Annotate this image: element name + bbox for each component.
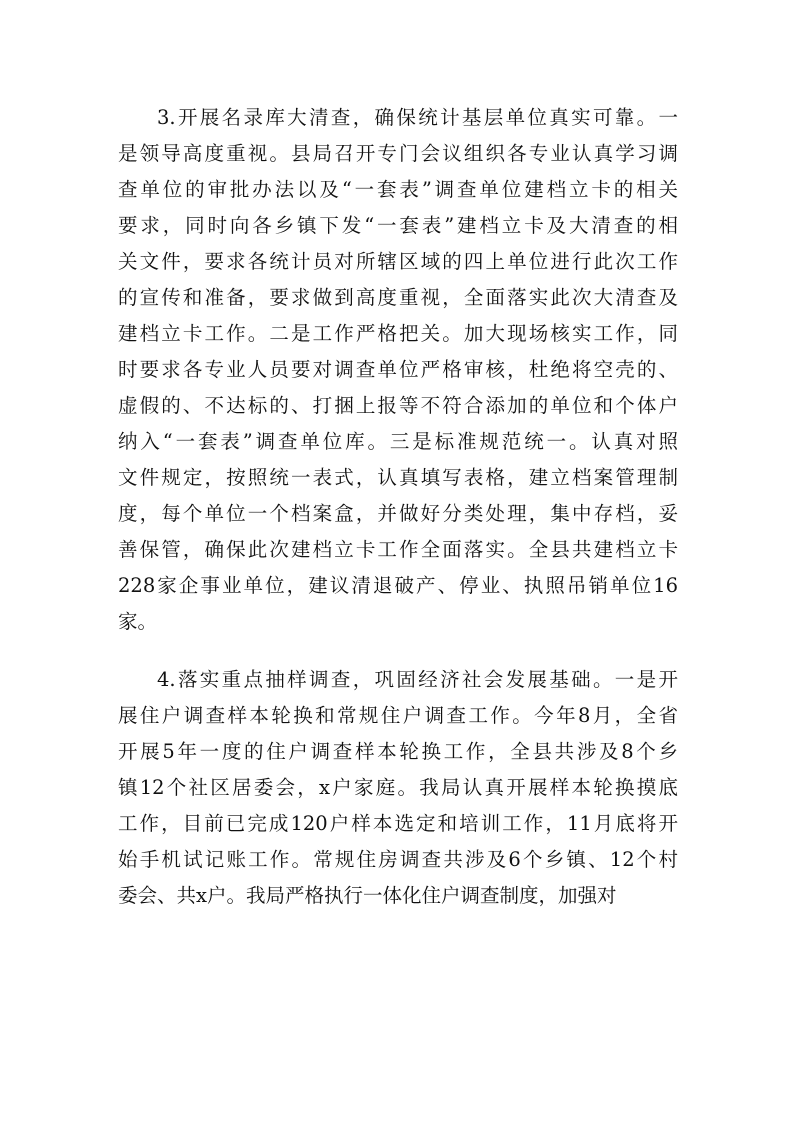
paragraph-line: 委会、共x户。我局严格执行一体化住户调查制度，加强对 bbox=[118, 884, 617, 907]
paragraph-line: 228家企事业单位，建议清退破产、停业、执照吊销单位16 bbox=[118, 574, 678, 597]
paragraph-line: 关文件，要求各统计员对所辖区域的四上单位进行此次工作 bbox=[118, 250, 678, 273]
paragraph-line: 纳入“一套表”调查单位库。三是标准规范统一。认真对照 bbox=[118, 430, 678, 453]
paragraph-line: 始手机试记账工作。常规住房调查共涉及6个乡镇、12个村 bbox=[118, 848, 678, 871]
paragraph-section-4 bbox=[118, 662, 678, 914]
document-body bbox=[118, 100, 678, 914]
paragraph-line: 镇12个社区居委会，x户家庭。我局认真开展样本轮换摸底 bbox=[118, 776, 678, 799]
paragraph-line: 善保管，确保此次建档立卡工作全面落实。全县共建档立卡 bbox=[118, 538, 678, 561]
paragraph-line: 的宣传和准备，要求做到高度重视，全面落实此次大清查及 bbox=[118, 286, 678, 309]
paragraph-line: 是领导高度重视。县局召开专门会议组织各专业认真学习调 bbox=[118, 142, 678, 165]
paragraph-line: 开展5年一度的住户调查样本轮换工作，全县共涉及8个乡 bbox=[118, 740, 678, 763]
paragraph-line: 展住户调查样本轮换和常规住户调查工作。今年8月，全省 bbox=[118, 704, 678, 727]
paragraph-line: 文件规定，按照统一表式，认真填写表格，建立档案管理制 bbox=[118, 466, 678, 489]
paragraph-line: 3.开展名录库大清查，确保统计基层单位真实可靠。一 bbox=[157, 106, 678, 129]
paragraph-line: 4.落实重点抽样调查，巩固经济社会发展基础。一是开 bbox=[157, 668, 678, 691]
paragraph-line: 时要求各专业人员要对调查单位严格审核，杜绝将空壳的、 bbox=[118, 358, 678, 381]
paragraph-line: 家。 bbox=[118, 610, 158, 633]
paragraph-line: 查单位的审批办法以及“一套表”调查单位建档立卡的相关 bbox=[118, 178, 678, 201]
paragraph-line: 要求，同时向各乡镇下发“一套表”建档立卡及大清查的相 bbox=[118, 214, 678, 237]
paragraph-line: 建档立卡工作。二是工作严格把关。加大现场核实工作，同 bbox=[118, 322, 678, 345]
paragraph-line: 虚假的、不达标的、打捆上报等不符合添加的单位和个体户 bbox=[118, 394, 678, 417]
paragraph-line: 工作，目前已完成120户样本选定和培训工作，11月底将开 bbox=[118, 812, 678, 835]
paragraph-section-3 bbox=[118, 100, 678, 640]
paragraph-line: 度，每个单位一个档案盒，并做好分类处理，集中存档，妥 bbox=[118, 502, 678, 525]
